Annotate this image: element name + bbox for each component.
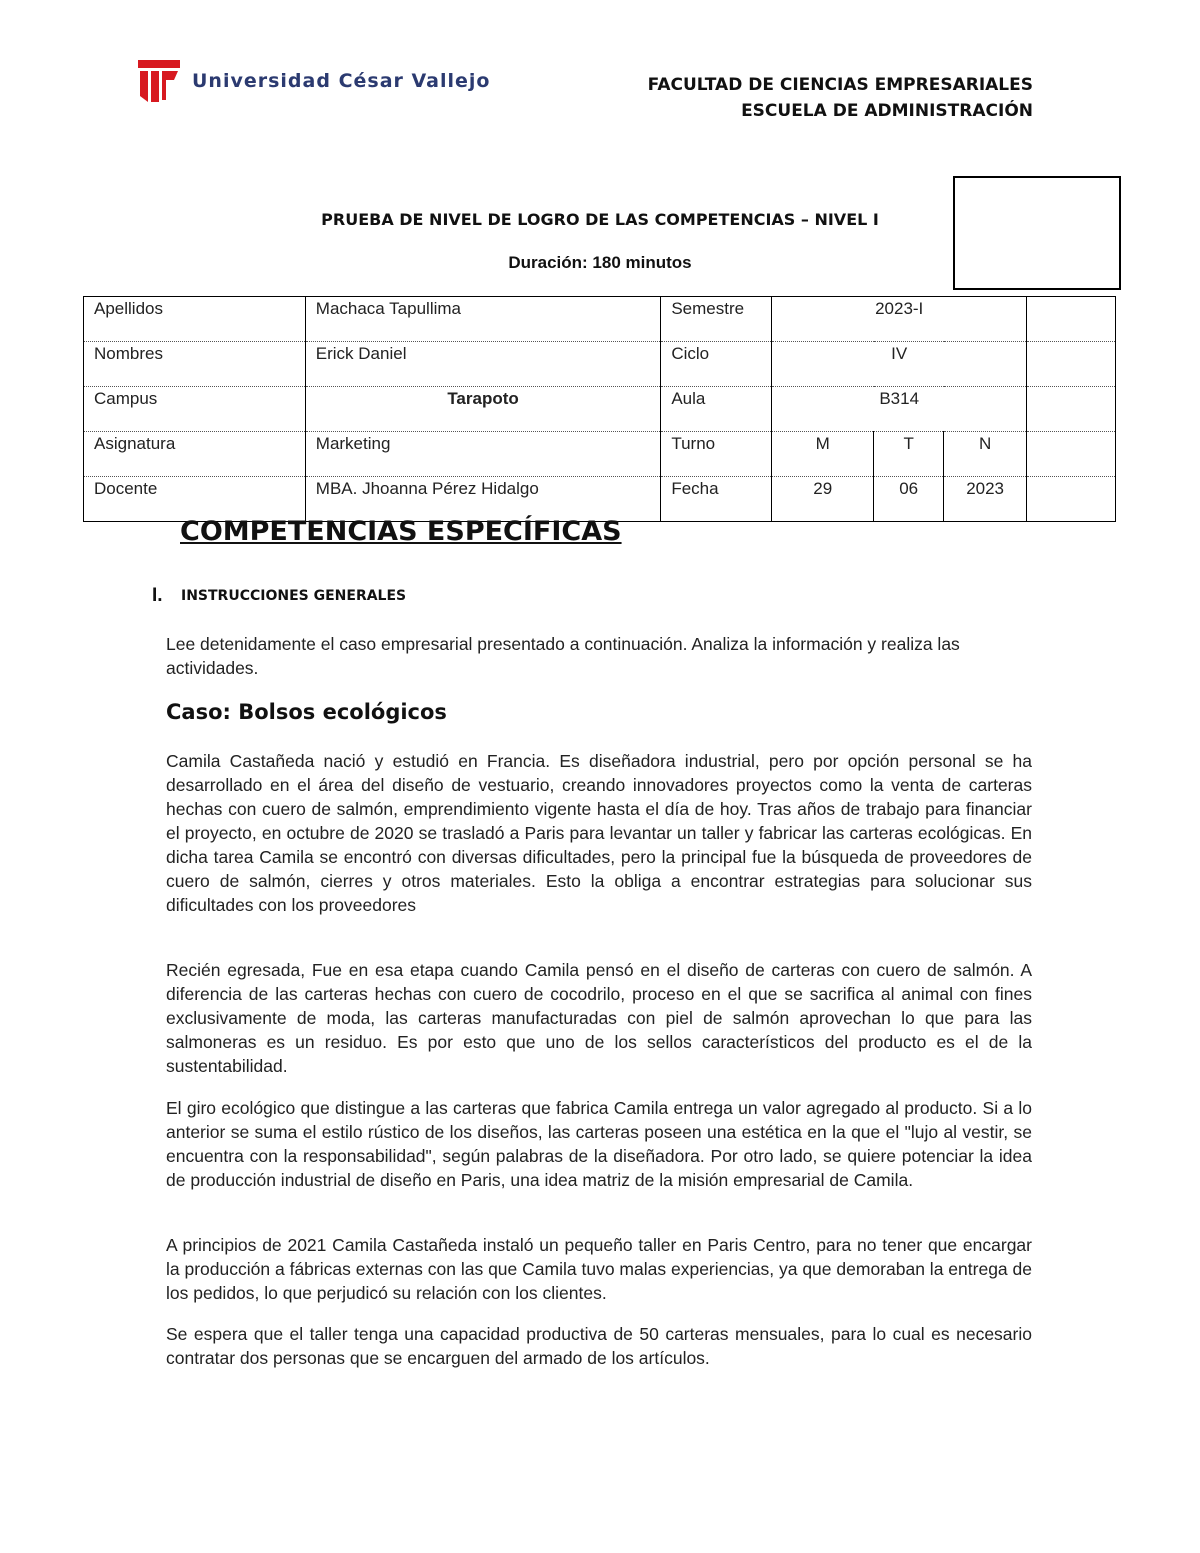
table-row	[84, 477, 1116, 522]
fecha-year: 2023	[944, 477, 1027, 522]
aula-value: B314	[772, 387, 1027, 432]
section-number: I.	[152, 585, 163, 606]
ciclo-value: IV	[772, 342, 1027, 387]
asignatura-value: Marketing	[305, 432, 661, 477]
semestre-value: 2023-I	[772, 297, 1027, 342]
case-paragraph-1: Camila Castañeda nació y estudió en Francia. Es diseñadora industrial, pero por opción personal se ha desarrollado en el área del diseño de vestuario, creando innovadores proyectos como la venta de carteras hechas con cuero de salmón, emprendimiento vigente hasta el día de hoy. Tras años de trabajo para financiar el proyecto, en octubre de 2020 se trasladó a Paris para levantar un taller y fabricar las carteras ecológicas. En dicha tarea Camila se encontró con diversas dificultades, pero la principal fue la búsqueda de proveedores de cuero de salmón, cierres y otros materiales. Esto la obliga a encontrar estrategias para solucionar sus dificultades con los proveedores	[166, 751, 1032, 915]
asignatura-label: Asignatura	[84, 432, 306, 477]
table-row	[84, 387, 1116, 432]
table-row	[84, 342, 1116, 387]
faculty-name: FACULTAD DE CIENCIAS EMPRESARIALES	[647, 75, 1033, 95]
empty-cell	[1027, 477, 1116, 522]
semestre-label: Semestre	[661, 297, 772, 342]
university-name: Universidad César Vallejo	[192, 70, 491, 92]
grade-box	[953, 176, 1121, 290]
aula-label: Aula	[661, 387, 772, 432]
case-title: Caso: Bolsos ecológicos	[166, 700, 447, 724]
school-name: ESCUELA DE ADMINISTRACIÓN	[741, 101, 1033, 121]
fecha-label: Fecha	[661, 477, 772, 522]
docente-value: MBA. Jhoanna Pérez Hidalgo	[305, 477, 661, 522]
ciclo-label: Ciclo	[661, 342, 772, 387]
fecha-day: 29	[772, 477, 874, 522]
instructions-text: Lee detenidamente el caso empresarial presentado a continuación. Analiza la información y realiza las actividades.	[166, 634, 960, 678]
faculty-header	[648, 72, 1033, 124]
docente-label: Docente	[84, 477, 306, 522]
table-row	[84, 297, 1116, 342]
competencias-heading: COMPETENCIAS ESPECÍFICAS	[180, 516, 622, 547]
case-paragraph-2: Recién egresada, Fue en esa etapa cuando Camila pensó en el diseño de carteras con cuero de salmón. A diferencia de las carteras hechas con cuero de cocodrilo, proceso en el que se sacrifica al animal con fines exclusivamente de moda, las carteras manufacturadas con piel de salmón aprovechan lo que para las salmoneras es un residuo. Es por esto que uno de los sellos característicos del producto es el de la sustentabilidad.	[166, 960, 1032, 1076]
case-paragraph-3: El giro ecológico que distingue a las carteras que fabrica Camila entrega un valor agregado al producto. Si a lo anterior se suma el estilo rústico de los diseños, las carteras poseen una estética en la que el "lujo al vestir, se encuentra con la responsabilidad", según palabras de la diseñadora. Por otro lado, se quiere potenciar la idea de producción industrial de diseño en Paris, una idea matriz de la misión empresarial de Camila.	[166, 1098, 1032, 1190]
university-logo-icon	[136, 56, 182, 104]
case-paragraph-5: Se espera que el taller tenga una capacidad productiva de 50 carteras mensuales, para lo cual es necesario contratar dos personas que se encarguen del armado de los artículos.	[166, 1324, 1032, 1368]
empty-cell	[1027, 342, 1116, 387]
student-info-table	[83, 296, 1116, 522]
turno-t: T	[874, 432, 944, 477]
empty-cell	[1027, 432, 1116, 477]
nombres-value: Erick Daniel	[305, 342, 661, 387]
exam-duration: Duración: 180 minutos	[508, 253, 692, 272]
empty-cell	[1027, 387, 1116, 432]
turno-label: Turno	[661, 432, 772, 477]
fecha-month: 06	[874, 477, 944, 522]
apellidos-value: Machaca Tapullima	[305, 297, 661, 342]
apellidos-label: Apellidos	[84, 297, 306, 342]
exam-title: PRUEBA DE NIVEL DE LOGRO DE LAS COMPETENCIAS – NIVEL I	[321, 210, 879, 229]
campus-value: Tarapoto	[305, 387, 661, 432]
section-title: INSTRUCCIONES GENERALES	[181, 588, 407, 604]
turno-m: M	[772, 432, 874, 477]
table-row	[84, 432, 1116, 477]
campus-label: Campus	[84, 387, 306, 432]
nombres-label: Nombres	[84, 342, 306, 387]
empty-cell	[1027, 297, 1116, 342]
case-paragraph-4: A principios de 2021 Camila Castañeda instaló un pequeño taller en Paris Centro, para no tener que encargar la producción a fábricas externas con las que Camila tuvo malas experiencias, ya que demoraban la entrega de los pedidos, lo que perjudicó su relación con los clientes.	[166, 1235, 1032, 1303]
turno-n: N	[944, 432, 1027, 477]
